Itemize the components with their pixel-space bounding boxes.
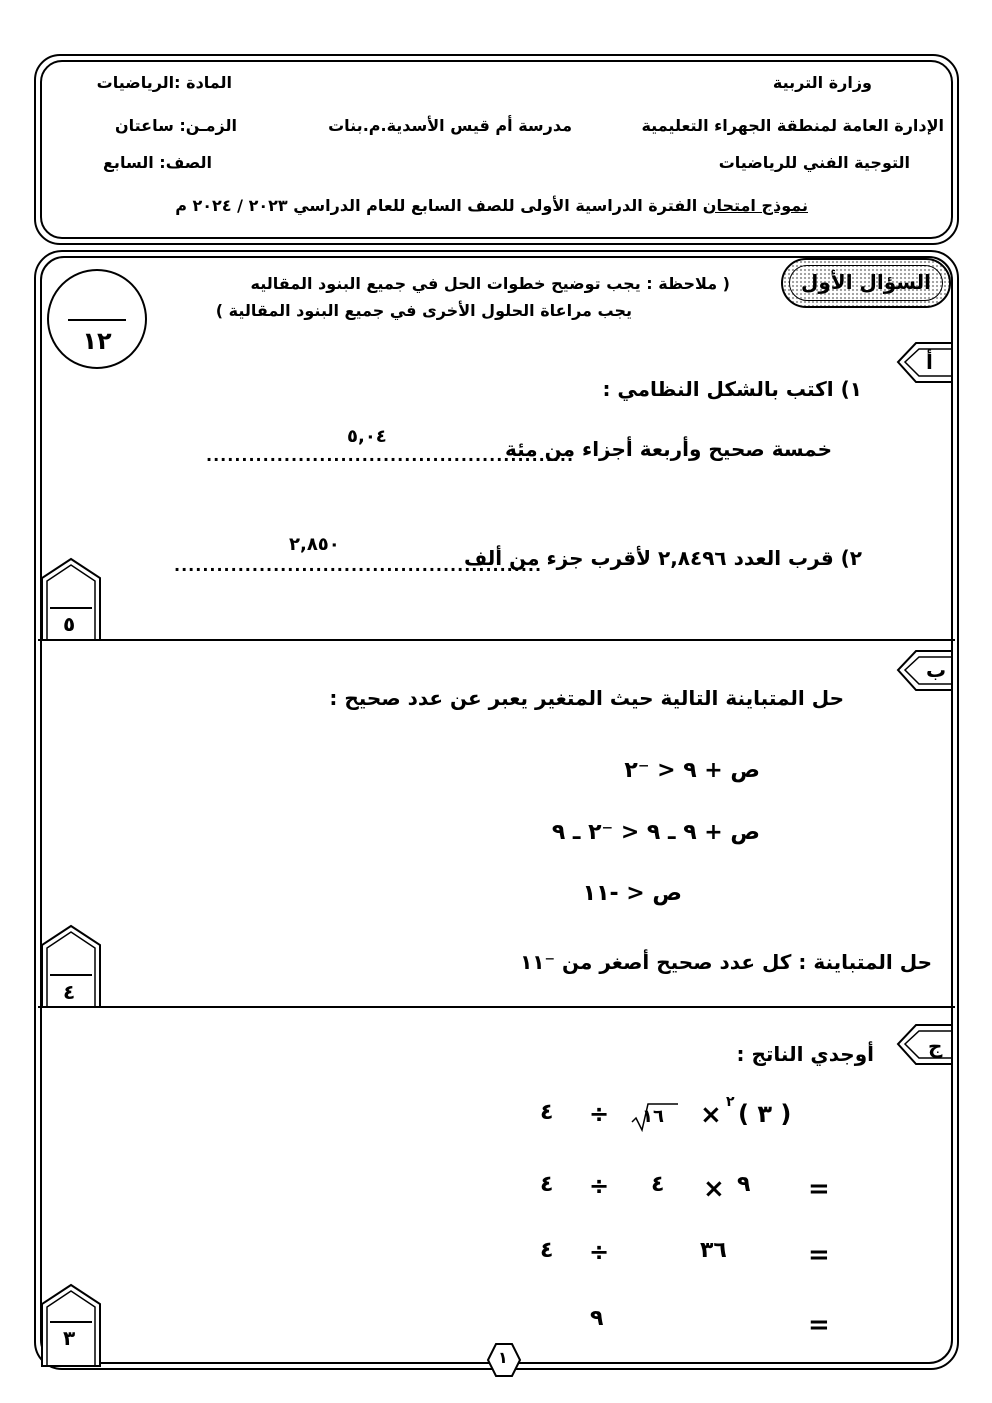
expr-four-2a: ٤	[651, 1172, 665, 1197]
divider-b-c	[38, 1006, 955, 1008]
eq-sign-2: =	[808, 1174, 830, 1204]
exam-title	[175, 196, 808, 215]
question-title-badge	[781, 258, 951, 308]
expr-four-1: ٤	[540, 1100, 554, 1125]
expr-3-squared: ( ٣ )	[738, 1100, 792, 1128]
part-c-marker-icon	[894, 1022, 958, 1068]
part-c-score-box	[38, 1282, 104, 1368]
part-c-label: ج	[928, 1034, 943, 1058]
expr-times-2: ×	[703, 1174, 725, 1204]
part-b-heading: حل المتباينة التالية حيث المتغير يعبر عن عدد صحيح :	[329, 686, 844, 710]
inequality-line-1: ص + ٩ < ⁻٢	[624, 758, 760, 783]
time-label: الزمـن: ساعتان	[114, 116, 237, 135]
expr-thirty-six: ٣٦	[700, 1238, 727, 1263]
expr-four-3: ٤	[540, 1238, 554, 1263]
expr-radicand: ١٦	[642, 1106, 664, 1127]
divider-a-b	[38, 639, 955, 641]
part-a-score: ٥	[63, 612, 76, 636]
expr-four-2b: ٤	[540, 1172, 554, 1197]
part-c-heading: أوجدي الناتج :	[736, 1042, 874, 1066]
expr-exponent: ٢	[726, 1094, 735, 1110]
school-label: مدرسة أم قيس الأسدية.م.بنات	[328, 116, 572, 135]
question-title: السؤال الأول	[801, 270, 931, 294]
part-a-q2-answer: ٢,٨٥٠	[289, 534, 340, 555]
part-a-q1-text: خمسة صحيح وأربعة أجزاء من مئة	[504, 437, 832, 461]
note-line-1: ( ملاحظة : يجب توضيح خطوات الحل في جميع البنود المقاليه	[250, 274, 730, 293]
exam-title-underlined: نموذج امتحان	[702, 196, 808, 215]
expr-div-3: ÷	[589, 1238, 610, 1266]
subject-label: المادة :الرياضيات	[96, 73, 232, 92]
expr-div-2: ÷	[589, 1172, 610, 1200]
inequality-line-2: ص + ٩ ـ ٩ < ⁻٢ ـ ٩	[551, 820, 760, 845]
eq-sign-4: =	[808, 1310, 830, 1340]
part-a-q1-dots: ....................................................	[206, 446, 575, 465]
total-score-line	[68, 319, 126, 321]
grade-label: الصف: السابع	[103, 153, 212, 172]
part-a-q2-dots: ....................................................	[174, 556, 543, 575]
ministry-label: وزارة التربية	[772, 73, 872, 92]
exam-title-rest: الفترة الدراسية الأولى للصف السابع للعام الدراسي ٢٠٢٣ / ٢٠٢٤ م	[175, 196, 703, 215]
part-a-q1-answer: ٥,٠٤	[347, 426, 387, 447]
part-a-q2-text: ٢) قرب العدد ٢,٨٤٩٦ لأقرب جزء من ألف	[463, 546, 862, 570]
part-a-q1-heading: ١) اكتب بالشكل النظامي :	[602, 377, 862, 401]
expr-result: ٩	[590, 1306, 604, 1331]
part-c-score: ٣	[63, 1326, 76, 1350]
note-line-2: يجب مراعاة الحلول الأخرى في جميع البنود المقالية )	[215, 301, 632, 320]
part-a-label: أ	[926, 350, 933, 374]
page-number: ١	[498, 1348, 508, 1367]
part-b-score: ٤	[63, 980, 76, 1004]
part-b-label: ب	[926, 658, 947, 682]
expr-div-1: ÷	[589, 1100, 610, 1128]
total-score: ١٢	[82, 327, 112, 355]
eq-sign-3: =	[808, 1240, 830, 1270]
directorate-label: الإدارة العامة لمنطقة الجهراء التعليمية	[641, 116, 944, 135]
supervision-label: التوجية الفني للرياضيات	[718, 153, 910, 172]
total-score-circle	[47, 269, 147, 369]
expr-times-1: ×	[700, 1100, 722, 1130]
part-b-solution: حل المتباينة : كل عدد صحيح أصغر من ⁻١١	[520, 950, 932, 974]
expr-nine: ٩	[737, 1172, 751, 1197]
inequality-line-3: ص < -١١	[582, 881, 682, 906]
